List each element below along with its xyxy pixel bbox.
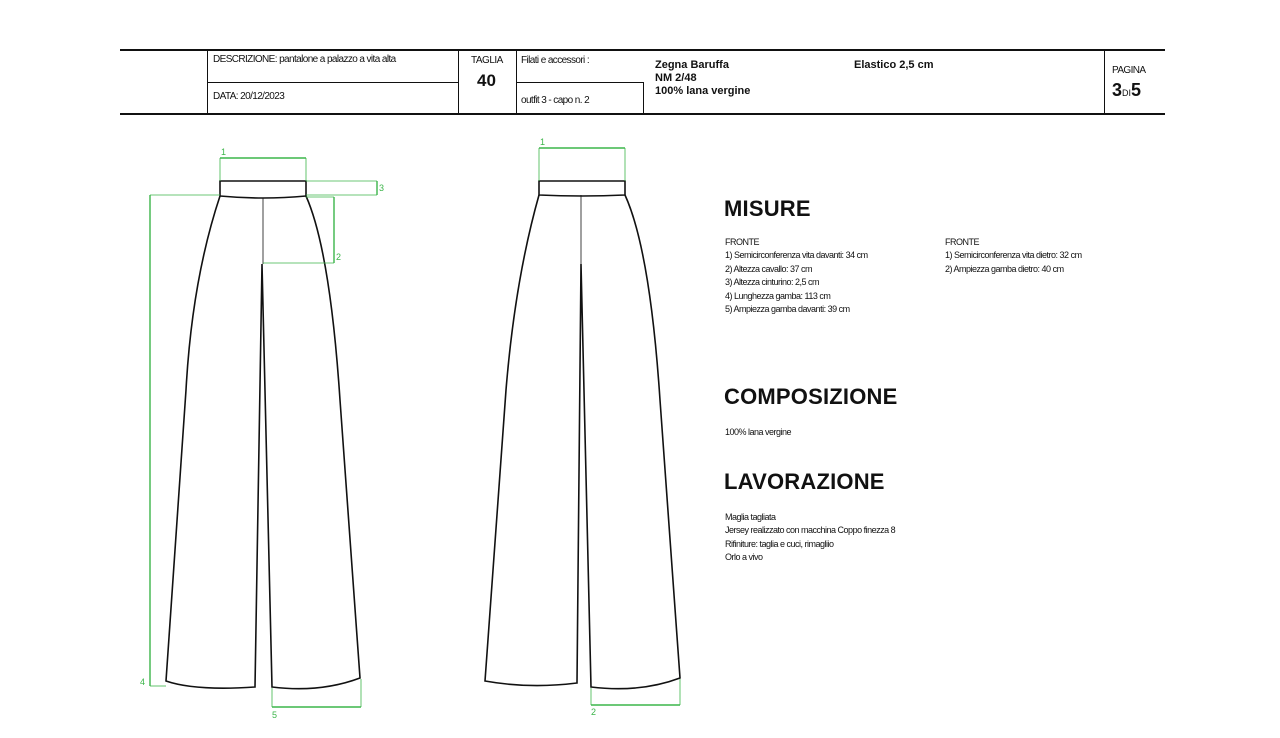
misure-front-block: [725, 236, 868, 316]
lavorazione-line: Orlo a vivo: [725, 552, 763, 563]
misure-front-item: 3) Altezza cinturino: 2,5 cm: [725, 277, 820, 288]
fiber-text: 100% lana vergine: [655, 85, 751, 97]
misure-front-item: 5) Ampiezza gamba davanti: 39 cm: [725, 304, 850, 315]
misure-title: MISURE: [724, 196, 811, 221]
page-current: 3: [1112, 80, 1123, 100]
lavorazione-title: LAVORAZIONE: [724, 469, 885, 494]
outfit-text: outfit 3 - capo n. 2: [521, 95, 590, 106]
descrizione-text: DESCRIZIONE: pantalone a palazzo a vita alta: [213, 54, 396, 65]
back-trousers-outline: [485, 195, 680, 689]
measure-label-1: 1: [221, 147, 227, 157]
misure-front-item: 1) Semicirconferenza vita davanti: 34 cm: [725, 250, 868, 261]
filati-label: Filati e accessori :: [521, 55, 590, 66]
lavorazione-line: Jersey realizzato con macchina Coppo finezza 8: [725, 525, 896, 536]
data-text: DATA: 20/12/2023: [213, 91, 285, 102]
measure-label-2: 2: [336, 252, 342, 262]
misure-front-heading: FRONTE: [725, 237, 759, 247]
page-indicator: [1112, 80, 1141, 101]
back-measure-label-2: 2: [591, 707, 597, 717]
lavorazione-block: [725, 511, 895, 565]
misure-back-block: [945, 236, 1082, 276]
back-measure-label-1: 1: [540, 137, 546, 147]
misure-back-heading: FRONTE: [945, 237, 979, 247]
misure-front-item: 4) Lunghezza gamba: 113 cm: [725, 290, 831, 301]
misure-back-item: 2) Ampiezza gamba dietro: 40 cm: [945, 263, 1064, 274]
back-waistband: [539, 181, 625, 196]
pagina-label: PAGINA: [1112, 65, 1146, 76]
header-divider: [1104, 50, 1105, 114]
taglia-value: 40: [477, 71, 496, 90]
yarn-count-text: NM 2/48: [655, 72, 697, 84]
composizione-text: 100% lana vergine: [725, 427, 792, 437]
composizione-title: COMPOSIZIONE: [724, 384, 898, 409]
page-total: 5: [1131, 80, 1142, 100]
accessory-text: Elastico 2,5 cm: [854, 59, 934, 71]
misure-back-item: 1) Semicirconferenza vita dietro: 32 cm: [945, 250, 1082, 261]
taglia-label: TAGLIA: [471, 55, 503, 66]
lavorazione-line: Rifiniture: taglia e cuci, rimagliio: [725, 538, 834, 549]
measure-label-3: 3: [379, 183, 385, 193]
page-of: DI: [1122, 88, 1132, 98]
measure-label-5: 5: [272, 710, 278, 720]
supplier-text: Zegna Baruffa: [655, 59, 729, 71]
lavorazione-line: Maglia tagliata: [725, 512, 776, 522]
measure-label-4: 4: [140, 677, 146, 687]
misure-front-item: 2) Altezza cavallo: 37 cm: [725, 263, 813, 274]
